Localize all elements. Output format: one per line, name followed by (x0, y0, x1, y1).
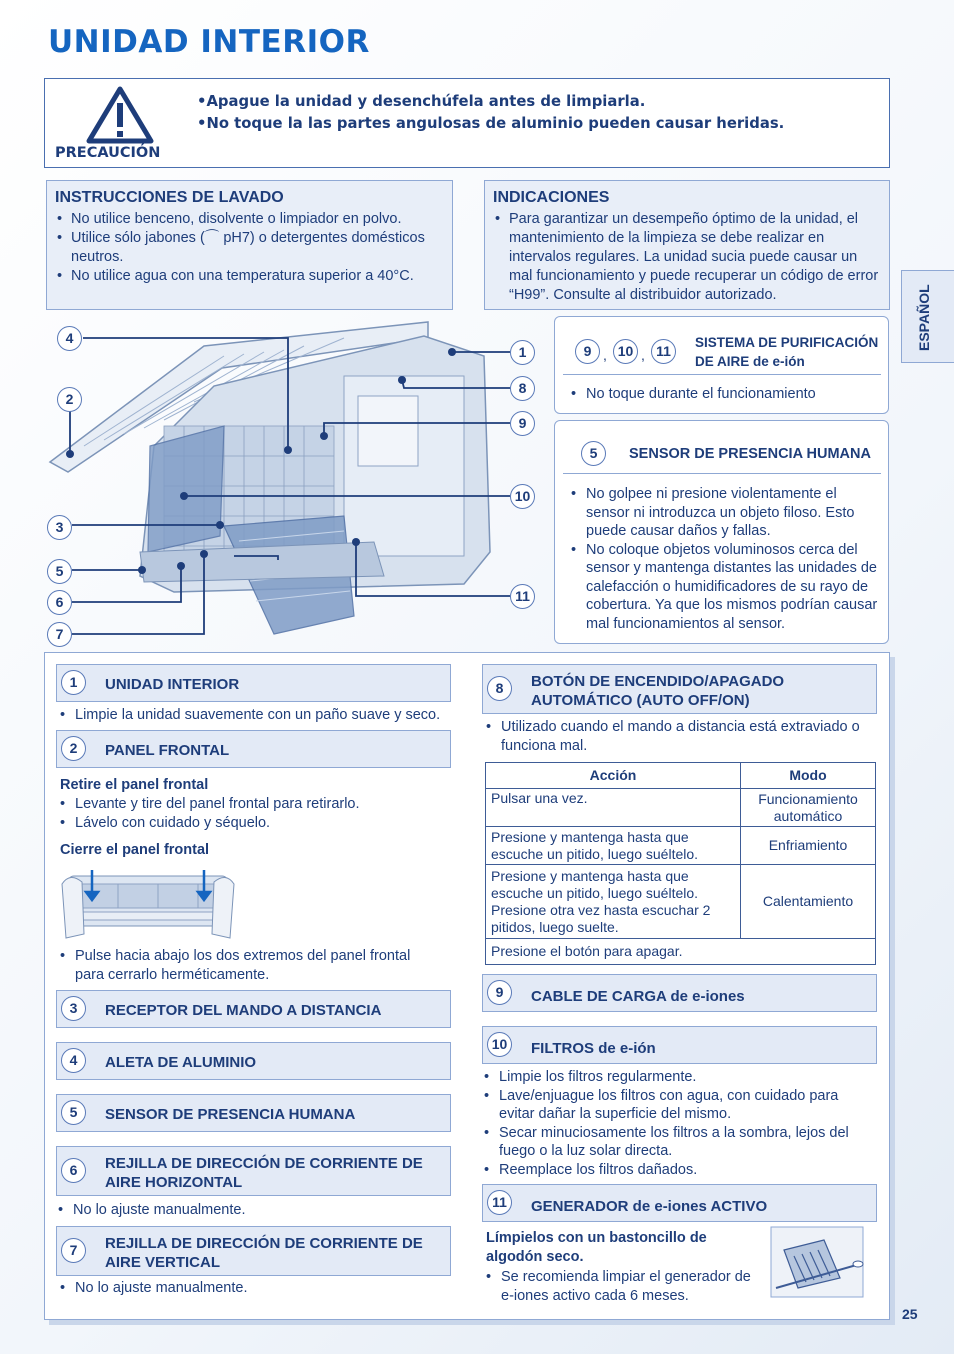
part-header-8 (482, 664, 877, 714)
callout-5: 5 (47, 559, 72, 584)
part-num: 9 (487, 980, 512, 1005)
callout-9: 9 (510, 411, 535, 436)
presence-item: • No golpee ni presione violentamente el sensor ni introduzca un objeto filoso. Esto puede causar daños y fallas. (571, 485, 881, 541)
part-title: UNIDAD INTERIOR (105, 676, 240, 693)
table-cell: Enfriamiento (741, 827, 876, 865)
part-num: 4 (61, 1048, 86, 1073)
separator: , (603, 347, 607, 363)
purification-num-9: 9 (575, 339, 600, 364)
part-header-9 (482, 974, 877, 1012)
caution-line: •Apague la unidad y desenchúfela antes de limpiarla. (197, 93, 646, 110)
part-num: 3 (61, 996, 86, 1021)
part-item: • Secar minuciosamente los filtros a la sombra, lejos del fuego o la luz solar directa. (484, 1124, 876, 1161)
part-title: ALETA DE ALUMINIO (105, 1054, 257, 1071)
part-item: • Limpie la unidad suavemente con un paño suave y seco. (60, 706, 450, 725)
part-num: 8 (487, 676, 512, 701)
part-header-6 (56, 1146, 451, 1196)
part-header-5 (56, 1094, 451, 1132)
presence-num: 5 (581, 441, 606, 466)
presence-item: • No coloque objetos voluminosos cerca del sensor y mantenga distantes las unidades de calefacción o humidificadores de su rayo de cobertura. Ya que los mismos podrían causar mal funcionamientos al sensor. (571, 541, 881, 634)
part-num: 5 (61, 1100, 86, 1125)
auto-button-table (485, 762, 876, 965)
part-item: • Reemplace los filtros dañados. (484, 1161, 876, 1180)
remove-panel-title: Retire el panel frontal (60, 777, 209, 793)
part-title: REJILLA DE DIRECCIÓN DE CORRIENTE DE AIRE HORIZONTAL (105, 1155, 423, 1191)
table-cell: Presione y mantenga hasta que escuche un pitido, luego suéltelo. (486, 827, 741, 865)
language-tab (901, 270, 954, 363)
close-panel-title: Cierre el panel frontal (60, 842, 210, 858)
part-header-10 (482, 1026, 877, 1064)
washing-item: • Utilice sólo jabones (⌒ pH7) o detergentes domésticos neutros. (57, 229, 442, 267)
part-header-1 (56, 664, 451, 702)
part-title: GENERADOR de e-iones ACTIVO (531, 1198, 768, 1215)
language-label: ESPAÑOL (916, 284, 932, 351)
caution-lines (197, 91, 857, 135)
presence-sensor-box (554, 420, 889, 644)
callout-8: 8 (510, 376, 535, 401)
part-title: RECEPTOR DEL MANDO A DISTANCIA (105, 1002, 382, 1019)
part-num: 11 (487, 1190, 512, 1215)
separator: , (641, 347, 645, 363)
table-cell: Presione y mantenga hasta que escuche un pitido, luego suéltelo. Presione otra vez hasta escuchar 2 pitidos, luego suelte. (486, 865, 741, 939)
page-title: UNIDAD INTERIOR (48, 24, 370, 60)
divider (563, 374, 881, 375)
presence-title: SENSOR DE PRESENCIA HUMANA (629, 446, 871, 462)
callout-7: 7 (47, 622, 72, 647)
indications-title: INDICACIONES (493, 189, 610, 206)
part-item: • Utilizado cuando el mando a distancia está extraviado o funciona mal. (486, 718, 876, 755)
purification-box (554, 316, 889, 414)
callout-2: 2 (57, 387, 82, 412)
purification-title-line: SISTEMA DE PURIFICACIÓN (695, 335, 879, 350)
part-header-11 (482, 1184, 877, 1222)
part-num: 2 (61, 736, 86, 761)
generator-subtitle: Límpielos con un bastoncillo de algodón seco. (486, 1230, 707, 1265)
part-title: PANEL FRONTAL (105, 742, 230, 759)
caution-line: •No toque la las partes angulosas de aluminio pueden causar heridas. (197, 115, 785, 132)
part-item: • Lávelo con cuidado y séquelo. (60, 814, 450, 833)
part-title: BOTÓN DE ENCENDIDO/APAGADO AUTOMÁTICO (AUTO OFF/ON) (531, 673, 785, 709)
purification-title-line: DE AIRE de e-ión (695, 354, 805, 369)
purification-title (695, 333, 878, 371)
part-num: 1 (61, 670, 86, 695)
table-header: Modo (741, 763, 876, 789)
part-num: 6 (61, 1158, 86, 1183)
callout-3: 3 (47, 515, 72, 540)
callout-1: 1 (510, 340, 535, 365)
close-panel-illustration (58, 864, 238, 940)
part-header-3 (56, 990, 451, 1028)
table-cell: Presione el botón para apagar. (486, 939, 876, 965)
purification-num-10: 10 (613, 339, 638, 364)
washing-instructions-box (46, 180, 453, 310)
part-item: • Limpie los filtros regularmente. (484, 1068, 876, 1087)
part-num: 7 (61, 1238, 86, 1263)
page-number: 25 (902, 1306, 918, 1322)
table-cell: Pulsar una vez. (486, 789, 741, 827)
part-item: • Se recomienda limpiar el generador de e-iones activo cada 6 meses. (486, 1268, 751, 1305)
callout-4: 4 (57, 326, 82, 351)
table-cell: Calentamiento (741, 865, 876, 939)
indications-item: • Para garantizar un desempeño óptimo de la unidad, el mantenimiento de la limpieza se debe realizar en intervalos regulares. La unidad sucia puede causar un mal funcionamiento y puede recuperar un código de error “H99”. Consulte al distribuidor autorizado. (495, 210, 879, 305)
caution-box (44, 78, 890, 168)
callout-11: 11 (510, 584, 535, 609)
table-cell: Funcionamiento automático (741, 789, 876, 827)
part-title: FILTROS de e-ión (531, 1040, 656, 1057)
indications-box (484, 180, 890, 310)
part-num: 10 (487, 1032, 512, 1057)
part-title: REJILLA DE DIRECCIÓN DE CORRIENTE DE AIRE VERTICAL (105, 1235, 423, 1271)
part-title: SENSOR DE PRESENCIA HUMANA (105, 1106, 356, 1123)
part-item: • No lo ajuste manualmente. (58, 1201, 448, 1220)
washing-item: • No utilice benceno, disolvente o limpiador en polvo. (57, 210, 442, 229)
caution-label: PRECAUCIÓN (55, 145, 161, 161)
part-title: CABLE DE CARGA de e-iones (531, 988, 745, 1005)
washing-item: • No utilice agua con una temperatura superior a 40°C. (57, 267, 442, 286)
callout-6: 6 (47, 590, 72, 615)
part-item: • Pulse hacia abajo los dos extremos del panel frontal para cerrarlo herméticamente. (60, 947, 440, 984)
part-header-4 (56, 1042, 451, 1080)
washing-title: INSTRUCCIONES DE LAVADO (55, 189, 284, 206)
table-header: Acción (486, 763, 741, 789)
purification-num-11: 11 (651, 339, 676, 364)
part-item: • No lo ajuste manualmente. (60, 1279, 450, 1298)
part-item: • Lave/enjuague los filtros con agua, con cuidado para evitar dañar la superficie del mismo. (484, 1087, 876, 1124)
divider (563, 473, 881, 474)
callout-10: 10 (510, 484, 535, 509)
indoor-unit-diagram (44, 316, 550, 652)
part-item: • Levante y tire del panel frontal para retirarlo. (60, 795, 450, 814)
ion-generator-illustration (770, 1226, 864, 1298)
warning-icon (85, 85, 155, 145)
part-header-7 (56, 1226, 451, 1276)
part-header-2 (56, 730, 451, 768)
purification-item: • No toque durante el funcionamiento (571, 385, 816, 404)
